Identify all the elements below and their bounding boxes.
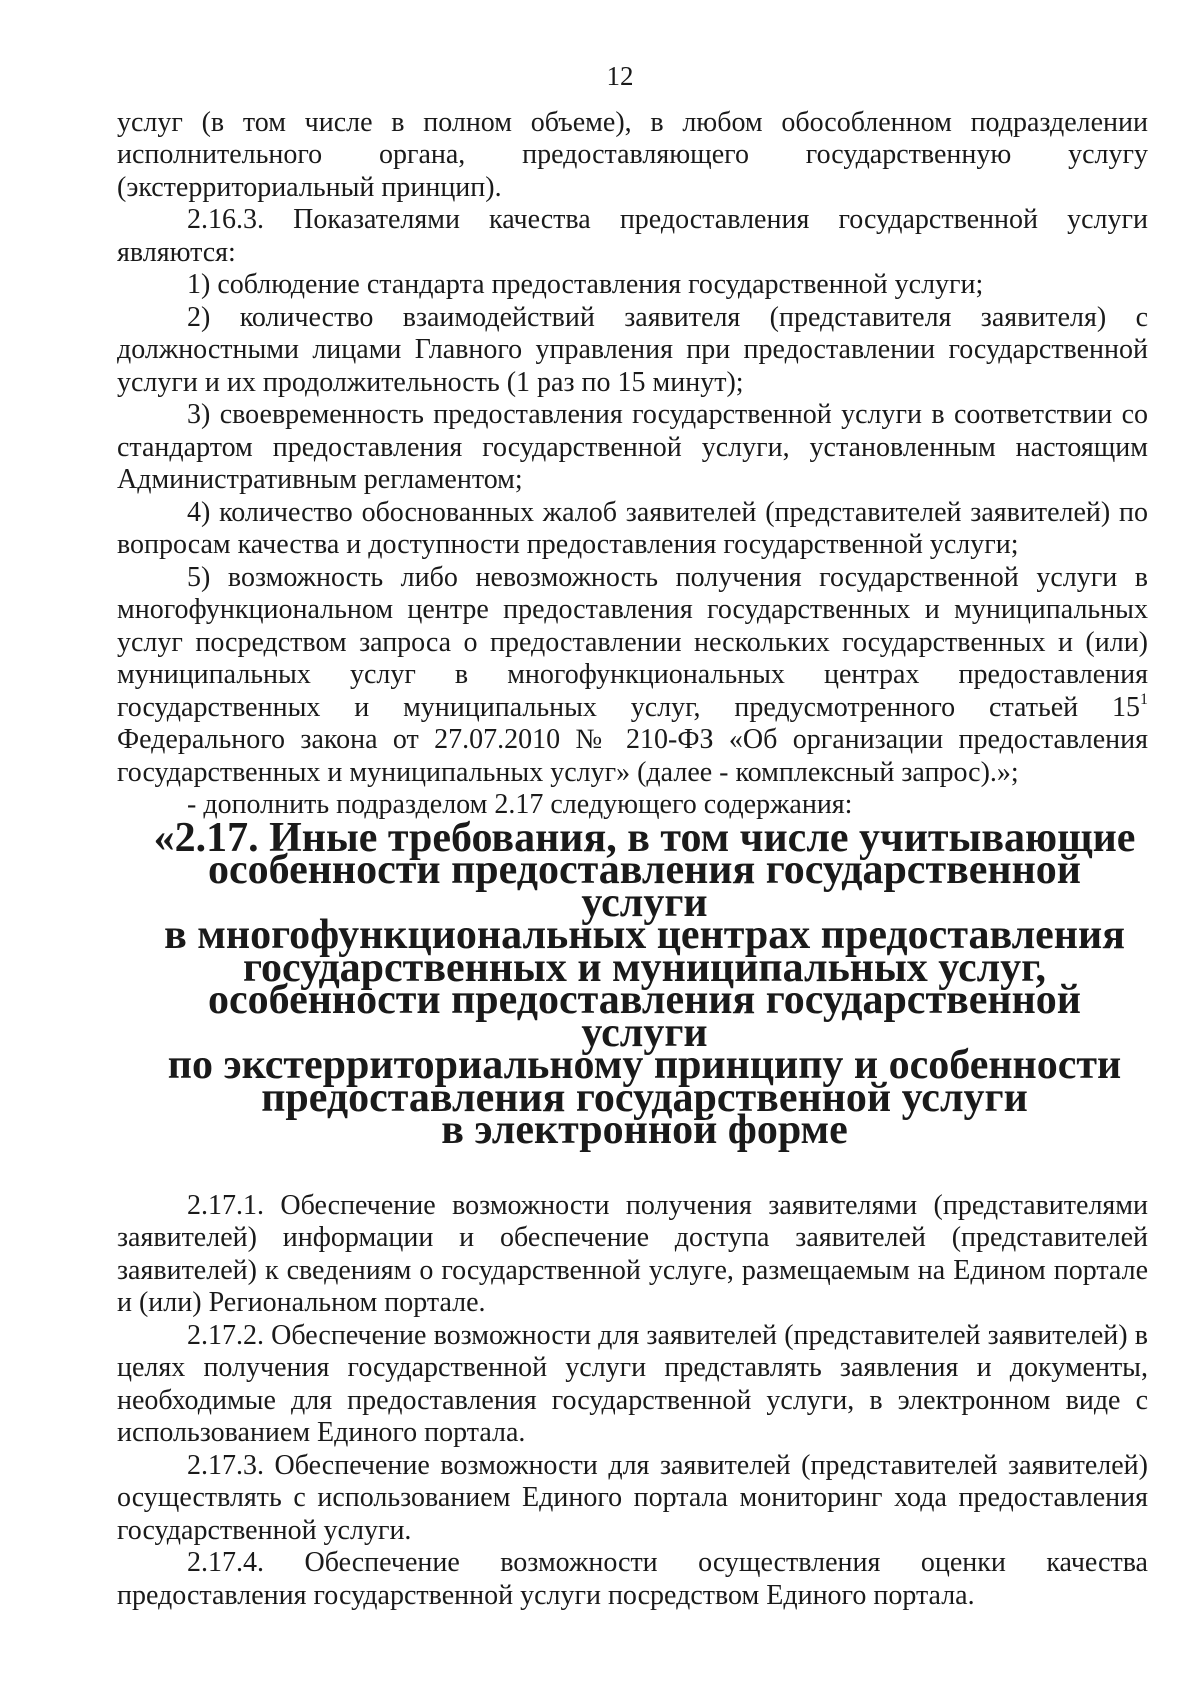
- supplement-line: - дополнить подразделом 2.17 следующего содержания:: [187, 789, 853, 820]
- list-item-4: 4) количество обоснованных жалоб заявителей (представителей заявителей) по вопросам качества и доступности предоставления государственной услуги;: [117, 496, 1148, 560]
- paragraph-2-17-3: 2.17.3. Обеспечение возможности для заявителей (представителей заявителей) осуществлять с использованием Единого портала мониторинг хода предоставления государственной услуги.: [117, 1449, 1148, 1546]
- paragraph-2-17-2: 2.17.2. Обеспечение возможности для заявителей (представителей заявителей) в целях получения государственной услуги представлять заявления и документы, необходимые для предоставления государственной услуги, в электронном виде с использованием Единого портала.: [117, 1319, 1148, 1448]
- list-item-2: 2) количество взаимодействий заявителя (представителя заявителя) с должностными лицами Главного управления при предоставлении государственной услуги и их продолжительность (1 раз по 15 минут);: [117, 301, 1148, 398]
- list-item-1: 1) соблюдение стандарта предоставления государственной услуги;: [187, 269, 984, 300]
- heading-line: по экстерриториальному принципу и особенности: [167, 1042, 1122, 1088]
- list-item-5-text-end: Федерального закона от 27.07.2010 № 210-ФЗ «Об организации предоставления государственных и муниципальных услуг» (далее - комплексный запрос).»;: [117, 724, 1148, 788]
- paragraph-2-17-1: 2.17.1. Обеспечение возможности получения заявителями (представителями заявителей) информации и обеспечение доступа заявителей (представителей заявителей) к сведениям о государственной услуге, размещаемым на Едином портале и (или) Региональном портале.: [117, 1189, 1148, 1318]
- paragraph-2-17-4: 2.17.4. Обеспечение возможности осуществления оценки качества предоставления государственной услуги посредством Единого портала.: [117, 1547, 1148, 1611]
- section-2-17-heading: [117, 814, 1148, 1153]
- heading-line: особенности предоставления государственной услуги: [208, 847, 1081, 926]
- heading-line: особенности предоставления государственной услуги: [208, 977, 1081, 1056]
- heading-line: предоставления государственной услуги: [261, 1074, 1028, 1121]
- heading-line: в многофункциональных центрах предоставления: [164, 912, 1125, 958]
- list-item-3: 3) своевременность предоставления государственной услуги в соответствии со стандартом предоставления государственной услуги, установленным настоящим Административным регламентом;: [117, 399, 1148, 495]
- list-item-5-text: 5) возможность либо невозможность получения государственной услуги в многофункциональном центре предоставления государственных и муниципальных услуг посредством запроса о предоставлении нескольких государственных и (или) муниципальных услуг в многофункциональных центрах предоставления государственных и муниципальных услуг, предусмотренного статьей 15: [117, 561, 1148, 723]
- paragraph-continuation: услуг (в том числе в полном объеме), в любом обособленном подразделении исполнительного органа, предоставляющего государственную услугу (экстерриториальный принцип).: [117, 106, 1148, 203]
- paragraph-2-16-3: 2.16.3. Показателями качества предоставления государственной услуги являются:: [117, 204, 1148, 268]
- article-superscript: 1: [1140, 690, 1148, 708]
- heading-line: государственных и муниципальных услуг,: [242, 944, 1047, 991]
- document-page: [117, 60, 1148, 1612]
- heading-line: «2.17. Иные требования, в том числе учитывающие: [153, 814, 1136, 861]
- heading-line: в электронной форме: [441, 1107, 848, 1153]
- list-item-5: [117, 562, 1148, 790]
- page-number: 12: [606, 61, 634, 91]
